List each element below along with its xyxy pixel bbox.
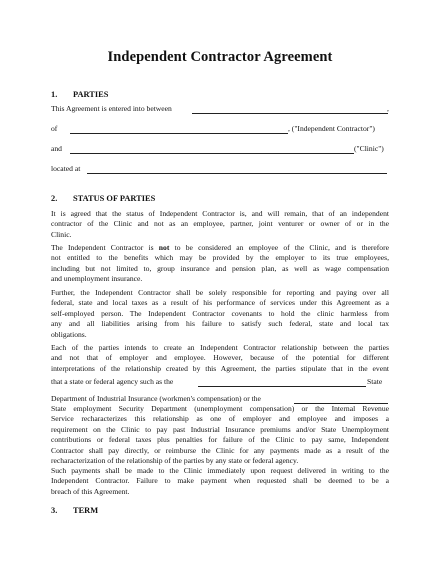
department-line: Department of Industrial Insurance (workmen's compensation) or the [51, 394, 261, 403]
party-one-address-blank[interactable] [70, 133, 288, 134]
agency-name-blank[interactable] [198, 386, 366, 387]
paragraph-line: including but not limited to, group insurance and pension plan, as well as wage compensation [51, 263, 389, 273]
document-title: Independent Contractor Agreement [107, 49, 333, 65]
paragraph-line: requirement on the Clinic to pay past Industrial Insurance premiums and/or State Unemployment [51, 424, 389, 434]
paragraph-line: Further, the Independent Contractor shall be solely responsible for reporting and paying over all [51, 288, 389, 297]
paragraph-line: recharacterization of the relationship of the parties by any state or federal agency. [51, 455, 299, 465]
status-paragraph-6 [51, 466, 389, 497]
clinic-name-blank[interactable] [70, 153, 354, 154]
paragraph-line: breach of this Agreement. [51, 486, 130, 496]
parties-entered-end: , [387, 104, 389, 113]
paragraph-line: any and all liabilities arising from his failure to satisfy such federal, state and local tax [51, 319, 389, 329]
contractor-designation: , ("Independent Contractor") [288, 124, 375, 133]
parties-entered-line: This Agreement is entered into between [51, 104, 172, 113]
paragraph-line: It is agreed that the status of Independent Contractor is, and will remain, that of an independent [51, 209, 389, 218]
status-paragraph-4 [51, 343, 389, 374]
parties-of-label: of [51, 124, 58, 133]
section-heading-parties [51, 90, 108, 99]
paragraph-line: Independent Contractor. Failure to make payment when requested shall be deemed to be a [51, 476, 389, 486]
section-number: 1. [51, 90, 58, 99]
paragraph-line: contractor of the Clinic and not as an employee, partner, joint venturer or owner of or in the [51, 219, 389, 229]
section-number: 3. [51, 506, 58, 515]
clinic-designation: ("Clinic") [354, 144, 384, 153]
paragraph-line: federal, state and local taxes as a result of his performance of services under this Agreement as a [51, 298, 389, 308]
paragraph-line [51, 243, 389, 253]
paragraph-line: contributions or federal taxes plus penalties for failure of the Clinic to pay same, Independent [51, 435, 389, 445]
party-one-name-blank[interactable] [192, 113, 388, 114]
text-run: The Independent Contractor is [51, 243, 154, 252]
text-run: to be considered an employee of the Clinic, and is therefore [174, 243, 389, 252]
paragraph-line: not entitled to the benefits which may be provided by the employer to its true employees, [51, 253, 389, 263]
paragraph-line: and not that of employer and employee. However, because of the potential for different [51, 353, 389, 363]
emphasis-not: not [158, 243, 170, 252]
paragraph-line: self-employed person. The Independent Contractor covenants to hold the clinic harmless from [51, 308, 389, 318]
agency-line-start: that a state or federal agency such as the [51, 377, 174, 386]
status-paragraph-5 [51, 404, 389, 466]
paragraph-line: interpretations of the relationship created by this Agreement, the parties stipulate that in the event [51, 363, 389, 373]
paragraph-line: State employment Security Department (unemployment compensation) or the Internal Revenue [51, 404, 389, 413]
paragraph-line: Service recharacterizes this relationship as one of employer and employee and imposes a [51, 414, 389, 424]
paragraph-line: Each of the parties intends to create an Independent Contractor relationship between the parties [51, 343, 389, 352]
agency-line-end: State [367, 377, 383, 386]
paragraph-line: Clinic. [51, 229, 72, 239]
section-title: STATUS OF PARTIES [73, 194, 156, 203]
section-title: TERM [73, 506, 99, 515]
paragraph-line: obligations. [51, 329, 87, 339]
paragraph-line: and unemployment insurance. [51, 274, 143, 284]
clinic-address-blank[interactable] [87, 173, 387, 174]
status-paragraph-2 [51, 243, 389, 285]
parties-located-label: located at [51, 164, 81, 173]
status-paragraph-1 [51, 209, 389, 240]
paragraph-line: Such payments shall be made to the Clinic immediately upon request delivered in writing to the [51, 466, 389, 475]
section-heading-status [51, 194, 155, 203]
status-paragraph-3 [51, 288, 389, 340]
section-number: 2. [51, 194, 58, 203]
parties-and-label: and [51, 144, 62, 153]
section-heading-term [51, 506, 98, 515]
paragraph-line: Contractor shall pay directly, or reimburse the Clinic for any payments made as a result of the [51, 445, 389, 455]
section-title: PARTIES [73, 90, 109, 99]
